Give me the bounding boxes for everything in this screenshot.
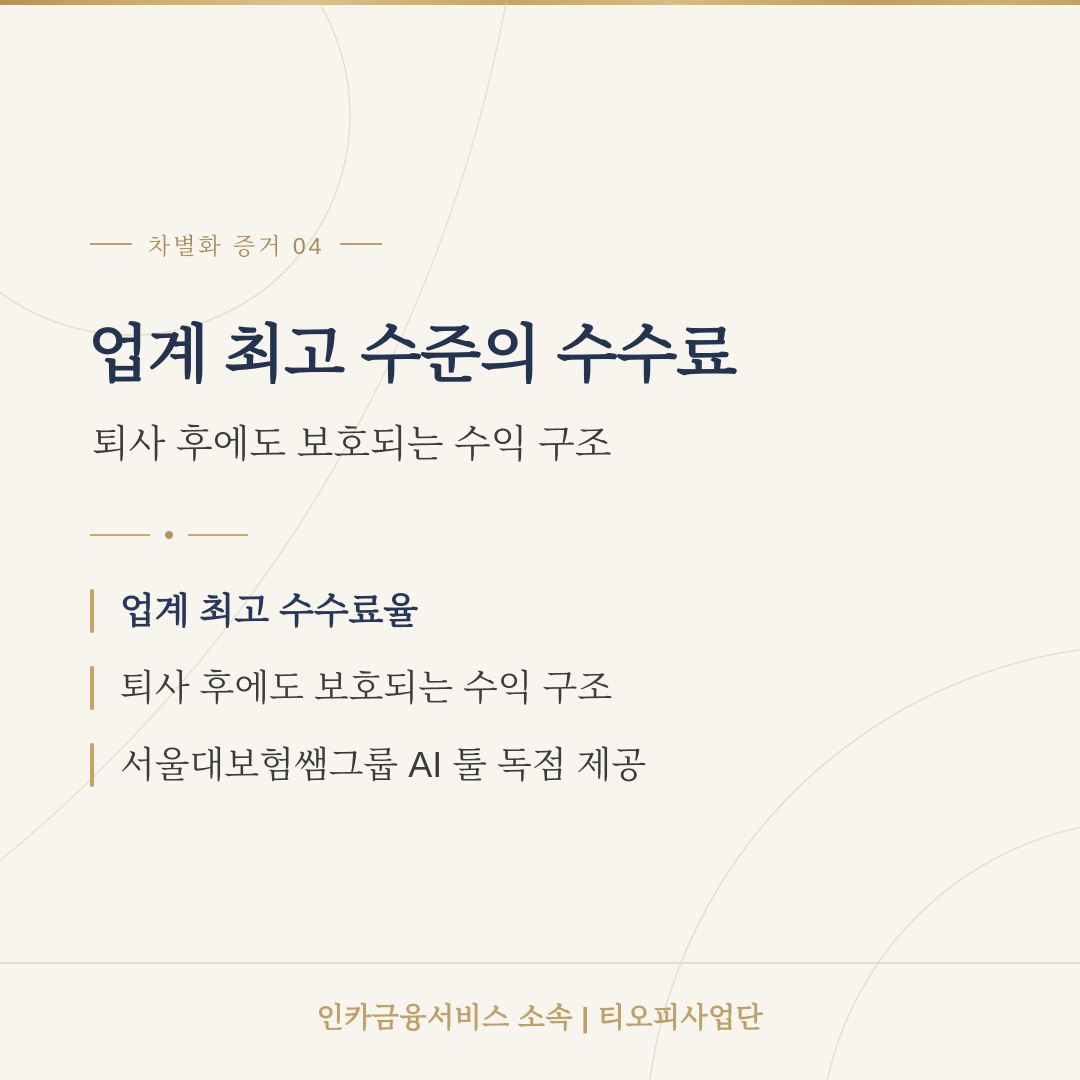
badge-dash-right [340,243,382,245]
bullet-text: 업계 최고 수수료율 [120,589,419,631]
decorative-circle-bottom-right-inner [820,820,1080,1080]
bullet-bar [90,589,94,633]
footer-divider [0,962,1080,964]
badge-label: 차별화 증거 04 [148,232,325,259]
bullet-bar [90,743,94,787]
page-title: 업계 최고 수준의 수수료 [88,320,737,390]
bullet-text: 서울대보험쌤그룹 AI 툴 독점 제공 [120,743,647,785]
ornament-divider [90,527,248,542]
decorative-circle-top-left [0,0,350,335]
divider-dot [165,531,173,539]
bullet-bar [90,666,94,710]
divider-line-right [188,534,248,536]
feature-list [90,588,646,819]
divider-line-left [90,534,150,536]
footer-text: 인카금융서비스 소속 | 티오피사업단 [316,1002,764,1033]
list-item [90,588,646,633]
list-item [90,665,646,710]
list-item [90,742,646,787]
top-accent-bar [0,0,1080,5]
bullet-text: 퇴사 후에도 보호되는 수익 구조 [120,666,613,708]
section-badge [90,231,382,257]
page-subtitle: 퇴사 후에도 보호되는 수익 구조 [92,424,612,466]
decorative-circle-sweep [0,0,530,1080]
badge-dash-left [90,243,132,245]
